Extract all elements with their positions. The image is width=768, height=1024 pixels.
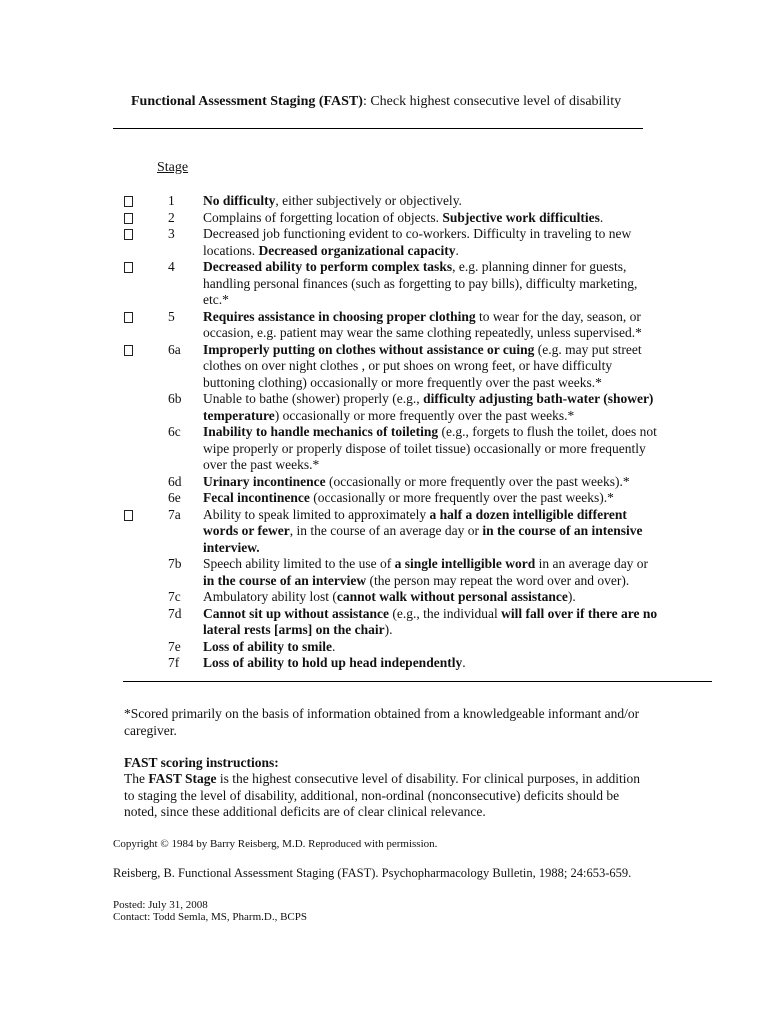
checkbox[interactable] [124, 229, 133, 240]
stage-number: 6c [168, 424, 181, 439]
stage-description [203, 655, 658, 672]
bottom-rule [123, 681, 712, 682]
stage-description [203, 606, 658, 639]
stage-description [203, 507, 658, 557]
text: , in the course of an average day or [289, 523, 483, 538]
text: in an average day or [535, 556, 649, 571]
bold-text: Loss of ability to hold up head independently [203, 655, 463, 670]
bold-text: Urinary incontinence [203, 473, 326, 489]
stage-row [0, 655, 768, 672]
stage-number: 7f [168, 655, 180, 670]
stage-row [0, 193, 768, 210]
title-bold: Functional Assessment Staging (FAST) [131, 94, 363, 109]
text: (occasionally or more frequently over the past weeks).* [325, 473, 630, 489]
instructions-heading: FAST scoring instructions: [124, 755, 279, 770]
bold-text: Loss of ability to smile [203, 638, 333, 654]
stage-description [203, 259, 658, 309]
bold-text: Decreased organizational capacity [258, 242, 456, 258]
stage-number: 7a [168, 506, 181, 522]
text: (e.g., forgets to flush the toilet, does not wipe properly or properly dispose of toilet tissue) occasionally or more frequently over the past weeks.* [203, 424, 657, 472]
checkbox[interactable] [124, 345, 133, 356]
bold-text: Decreased ability to perform complex tasks [203, 259, 453, 274]
text: The [124, 771, 149, 786]
bold-text: will fall over if there are no lateral rests [arms] on the chair [203, 605, 658, 637]
bold-text: FAST Stage [148, 771, 217, 786]
stage-row [0, 589, 768, 606]
checkbox[interactable] [124, 213, 133, 224]
stage-row [0, 309, 768, 342]
stage-row [0, 210, 768, 227]
stage-row [0, 639, 768, 656]
stage-number: 6a [168, 341, 181, 357]
stage-description [203, 589, 658, 606]
bold-text: Subjective work difficulties [442, 209, 600, 225]
stage-row [0, 507, 768, 557]
text: Unable to bathe (shower) properly (e.g., [203, 391, 424, 406]
bold-text: in the course of an intensive interview. [203, 523, 643, 555]
stage-row [0, 474, 768, 491]
stage-row [0, 391, 768, 424]
stage-description [203, 226, 658, 259]
stage-number: 4 [168, 259, 175, 274]
text: Ability to speak limited to approximately [203, 506, 430, 522]
text: ). [567, 589, 576, 604]
stage-number: 5 [168, 308, 175, 324]
text: is the highest consecutive level of disability. For clinical purposes, in addition to staging the level of disability, additional, non-ordinal (nonconsecutive) deficits should be noted, since these additional deficits are of clear clinical relevance. [124, 771, 641, 819]
text: (e.g., the individual [389, 605, 502, 621]
bold-text: Improperly putting on clothes without assistance or cuing [203, 341, 535, 357]
bold-text: Requires assistance in choosing proper clothing [203, 308, 476, 324]
stage-number: 6d [168, 473, 182, 489]
stage-number: 2 [168, 209, 175, 225]
text: Decreased job functioning evident to co-workers. Difficulty in traveling to new locations. [203, 226, 632, 258]
text: (e.g. may put street clothes on over night clothes , or put shoes on wrong feet, or have difficulty buttoning clothing) occasionally or more frequently over the past weeks.* [203, 341, 642, 390]
stage-row [0, 424, 768, 474]
stage-description [203, 639, 658, 656]
stage-row [0, 342, 768, 392]
bold-text: cannot walk without personal assistance [336, 589, 568, 604]
stage-description [203, 490, 658, 507]
bold-text: a single intelligible word [394, 556, 536, 571]
top-rule [113, 128, 643, 129]
stage-column-header: Stage [157, 160, 189, 175]
stage-list [0, 193, 768, 672]
text: ). [384, 622, 393, 637]
bold-text: Cannot sit up without assistance [203, 605, 390, 621]
stage-description [203, 210, 658, 227]
stage-number: 6e [168, 490, 181, 505]
bold-text: difficulty adjusting bath-water (shower) temperature [203, 391, 654, 423]
text: (occasionally or more frequently over the past weeks).* [309, 490, 614, 505]
checkbox[interactable] [124, 510, 133, 521]
bold-text: a half a dozen intelligible different words or fewer [203, 506, 627, 538]
stage-number: 1 [168, 193, 175, 208]
footnote: *Scored primarily on the basis of information obtained from a knowledgeable informant and/or caregiver. [124, 706, 640, 738]
text: . [462, 655, 466, 670]
text: . [599, 209, 604, 225]
bold-text: in the course of an interview [203, 572, 367, 588]
stage-number: 7d [168, 605, 182, 621]
stage-number: 7b [168, 556, 182, 571]
text: , e.g. planning dinner for guests, handling personal finances (such as forgetting to pay bills), difficulty marketing, etc.* [203, 259, 638, 307]
stage-description [203, 424, 658, 474]
stage-number: 3 [168, 226, 175, 241]
instructions-body [124, 771, 649, 821]
bold-text: Fecal incontinence [203, 490, 310, 505]
text: Speech ability limited to the use of [203, 556, 395, 571]
text: (the person may repeat the word over and over). [366, 572, 630, 588]
checkbox[interactable] [124, 196, 133, 207]
checkbox[interactable] [124, 262, 133, 273]
bold-text: No difficulty [203, 193, 276, 208]
stage-row [0, 606, 768, 639]
page-title [131, 94, 621, 110]
text: to wear for the day, season, or occasion, e.g. patient may wear the same clothing repeatedly, unless supervised.* [203, 308, 642, 340]
stage-row [0, 259, 768, 309]
stage-description [203, 309, 658, 342]
text: , either subjectively or objectively. [275, 193, 462, 208]
text: . [332, 638, 336, 654]
text: . [455, 242, 459, 258]
bold-text: Inability to handle mechanics of toileting [203, 424, 439, 439]
stage-row [0, 226, 768, 259]
copyright-notice: Copyright © 1984 by Barry Reisberg, M.D. Reproduced with permission. [113, 838, 438, 850]
stage-row [0, 490, 768, 507]
text: Complains of forgetting location of objects. [203, 209, 443, 225]
stage-description [203, 193, 658, 210]
stage-number: 7e [168, 638, 181, 654]
title-rest: : Check highest consecutive level of disability [362, 94, 622, 109]
citation: Reisberg, B. Functional Assessment Staging (FAST). Psychopharmacology Bulletin, 1988; 24:653-659. [113, 866, 632, 880]
stage-description [203, 556, 658, 589]
text: ) occasionally or more frequently over the past weeks.* [274, 407, 575, 423]
posted-date: Posted: July 31, 2008 [113, 899, 208, 911]
stage-number: 7c [168, 589, 181, 604]
stage-row [0, 556, 768, 589]
stage-description [203, 474, 658, 491]
contact-info: Contact: Todd Semla, MS, Pharm.D., BCPS [113, 911, 307, 923]
text: Ambulatory ability lost ( [203, 589, 337, 604]
stage-description [203, 342, 658, 392]
stage-number: 6b [168, 391, 182, 406]
stage-description [203, 391, 658, 424]
checkbox[interactable] [124, 312, 133, 323]
